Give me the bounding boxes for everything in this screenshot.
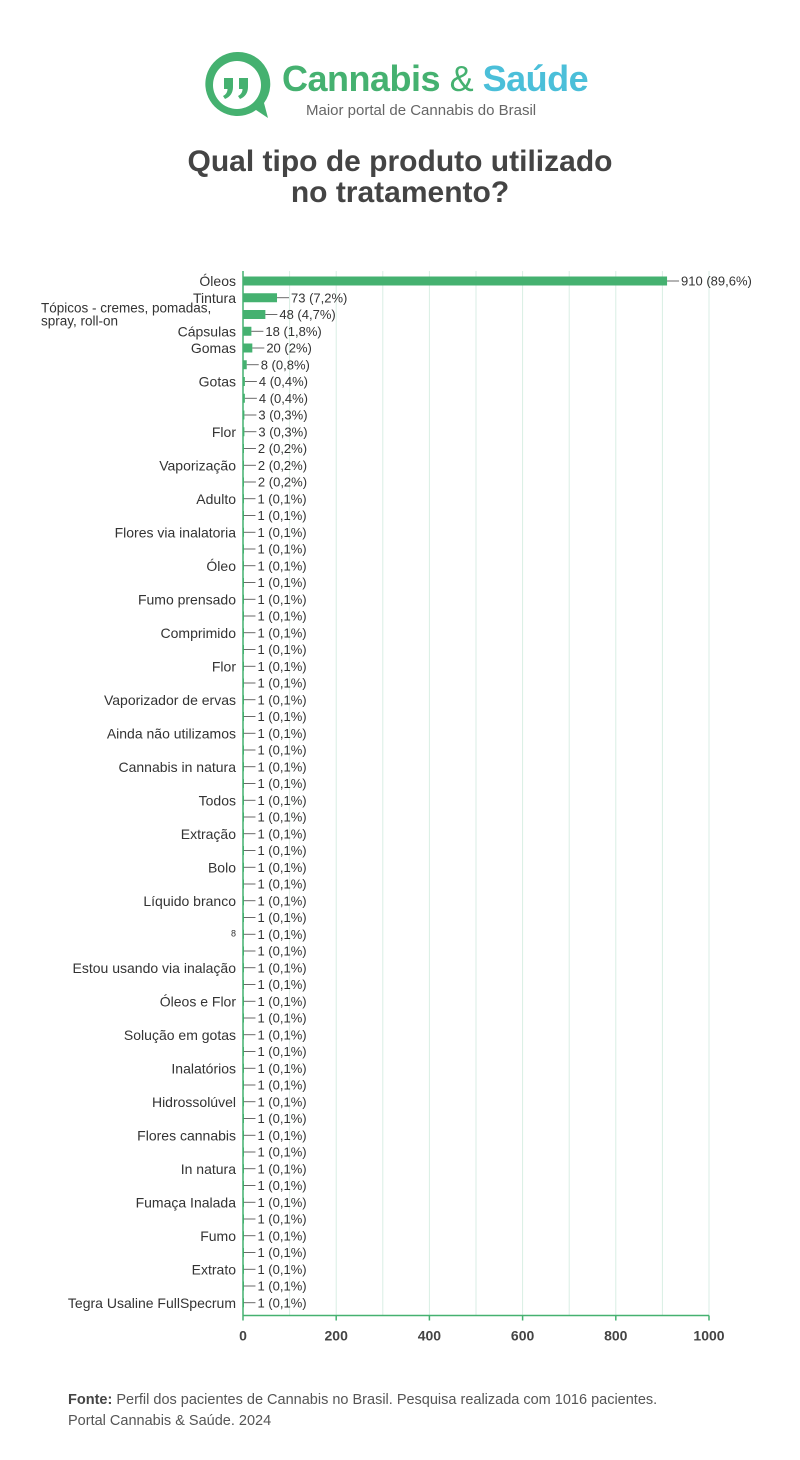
data-label: 1 (0,1%)	[257, 859, 307, 875]
data-label: 48 (4,7%)	[279, 307, 336, 322]
footer-source-text: Perfil dos pacientes de Cannabis no Brasil. Pesquisa realizada com 1016 pacientes.	[116, 1392, 658, 1408]
data-label: 1 (0,1%)	[257, 1178, 307, 1193]
data-label: 1 (0,1%)	[257, 1010, 307, 1026]
data-label: 1 (0,1%)	[257, 1111, 307, 1126]
data-label: 1 (0,1%)	[257, 692, 307, 708]
data-label: 1 (0,1%)	[257, 675, 307, 691]
chart-title-line1: Qual tipo de produto utilizado	[187, 145, 613, 178]
category-label: Gomas	[190, 340, 236, 356]
category-label: Hidrossolúvel	[151, 1093, 236, 1110]
category-label: Cápsulas	[177, 323, 236, 340]
chart-title	[0, 146, 800, 208]
category-label: Óleos e Flor	[159, 993, 236, 1010]
data-label: 1 (0,1%)	[257, 608, 307, 624]
data-label: 1 (0,1%)	[257, 591, 307, 607]
data-label: 2 (0,2%)	[257, 474, 308, 490]
data-label: 1 (0,1%)	[257, 1194, 307, 1210]
data-label: 1 (0,1%)	[257, 491, 307, 507]
data-label: 1 (0,1%)	[257, 1077, 307, 1093]
category-label: Adulto	[196, 490, 236, 507]
data-label: 1 (0,1%)	[257, 1027, 307, 1043]
data-label: 2 (0,2%)	[257, 457, 308, 473]
brand-ampersand: &	[449, 58, 474, 99]
data-label: 18 (1,8%)	[265, 323, 322, 339]
category-label: Óleo	[206, 557, 236, 574]
category-label: Estou usando via inalação	[72, 959, 236, 976]
data-label: 1 (0,1%)	[257, 508, 307, 523]
data-label: 910 (89,6%)	[681, 273, 752, 289]
category-label: Flores cannabis	[137, 1127, 236, 1144]
data-label: 73 (7,2%)	[291, 290, 348, 306]
x-tick-label: 600	[510, 1327, 535, 1344]
data-label: 1 (0,1%)	[257, 759, 307, 775]
data-label: 20 (2%)	[266, 340, 312, 356]
x-tick-label: 0	[239, 1327, 247, 1344]
bar	[243, 344, 252, 353]
bar	[243, 277, 667, 286]
header	[0, 40, 800, 130]
data-label: 1 (0,1%)	[257, 1127, 307, 1143]
category-label: Bolo	[207, 859, 236, 876]
category-label: Extrato	[191, 1261, 236, 1278]
data-label: 1 (0,1%)	[257, 558, 307, 574]
category-label: Flor	[211, 423, 236, 440]
data-label: 4 (0,4%)	[258, 374, 309, 389]
data-label: 3 (0,3%)	[258, 407, 308, 423]
data-label: 4 (0,4%)	[258, 390, 309, 406]
category-label: Tópicos - cremes, pomadas,	[41, 300, 212, 316]
data-label: 2 (0,2%)	[257, 441, 308, 456]
category-label: Inalatórios	[171, 1060, 236, 1077]
data-label: 1 (0,1%)	[257, 1295, 307, 1311]
data-label: 1 (0,1%)	[257, 893, 307, 909]
category-label: Vaporização	[159, 457, 236, 474]
bar-chart	[0, 250, 800, 1350]
category-label: Gotas	[198, 373, 236, 390]
data-label: 1 (0,1%)	[257, 725, 307, 741]
data-label: 1 (0,1%)	[257, 1245, 307, 1260]
data-label: 1 (0,1%)	[257, 776, 307, 791]
data-label: 1 (0,1%)	[257, 876, 307, 892]
category-label: Solução em gotas	[123, 1026, 236, 1043]
data-label: 1 (0,1%)	[257, 742, 307, 758]
data-label: 1 (0,1%)	[257, 1044, 307, 1059]
footer-source-label: Fonte:	[68, 1392, 113, 1408]
category-label: Fumaça Inalada	[135, 1194, 236, 1211]
category-label: Óleos	[199, 273, 236, 289]
footer-line2: Portal Cannabis & Saúde. 2024	[68, 1413, 272, 1429]
category-label: Cannabis in natura	[118, 758, 236, 775]
category-label: Todos	[198, 792, 236, 809]
data-label: 1 (0,1%)	[257, 809, 307, 825]
data-label: 1 (0,1%)	[257, 1211, 307, 1227]
category-label: Fumo	[200, 1227, 236, 1244]
data-label: 1 (0,1%)	[257, 541, 307, 557]
bar	[243, 310, 265, 319]
data-label: 1 (0,1%)	[257, 977, 307, 992]
data-label: 1 (0,1%)	[257, 1094, 307, 1110]
data-label: 1 (0,1%)	[257, 709, 307, 724]
data-label: 1 (0,1%)	[257, 843, 307, 858]
data-label: 1 (0,1%)	[257, 993, 307, 1009]
data-label: 1 (0,1%)	[257, 910, 307, 925]
x-tick-label: 400	[417, 1327, 442, 1344]
data-label: 1 (0,1%)	[257, 926, 307, 942]
data-label: 1 (0,1%)	[257, 1261, 307, 1277]
category-label: Comprimido	[160, 624, 236, 641]
category-label: Tintura	[192, 289, 236, 306]
category-label: Tegra Usaline FullSpecrum	[67, 1294, 236, 1311]
data-label: 1 (0,1%)	[257, 826, 307, 842]
data-label: 1 (0,1%)	[257, 625, 307, 641]
bar	[243, 293, 277, 302]
data-label: 1 (0,1%)	[257, 943, 307, 959]
category-label: Extração	[180, 825, 236, 842]
data-label: 3 (0,3%)	[258, 424, 308, 440]
tagline: Maior portal de Cannabis do Brasil	[306, 102, 537, 119]
data-label: 1 (0,1%)	[257, 960, 307, 976]
category-label: Flor	[211, 658, 236, 675]
brand-part2: Saúde	[482, 58, 589, 99]
category-label: spray, roll-on	[41, 313, 119, 329]
data-label: 1 (0,1%)	[257, 524, 307, 540]
data-label: 1 (0,1%)	[257, 575, 307, 590]
data-label: 1 (0,1%)	[257, 1060, 307, 1076]
data-label: 8 (0,8%)	[260, 357, 310, 373]
category-label: 8	[230, 928, 236, 939]
footer	[68, 1390, 657, 1432]
x-tick-label: 1000	[693, 1327, 725, 1344]
data-label: 1 (0,1%)	[257, 792, 307, 808]
category-label: Líquido branco	[143, 892, 236, 909]
category-label: Flores via inalatoria	[114, 524, 236, 541]
chart-title-line2: no tratamento?	[290, 176, 510, 209]
brand-part1: Cannabis	[282, 58, 441, 99]
category-label: In natura	[180, 1160, 236, 1177]
category-label: Fumo prensado	[137, 591, 236, 608]
speech-bubble-quote-icon	[200, 48, 274, 122]
footer-source	[68, 1390, 657, 1411]
data-label: 1 (0,1%)	[257, 1278, 307, 1294]
category-label: Ainda não utilizamos	[106, 725, 236, 742]
data-label: 1 (0,1%)	[257, 1161, 307, 1177]
data-label: 1 (0,1%)	[257, 1228, 307, 1244]
category-label: Vaporizador de ervas	[103, 691, 236, 708]
x-tick-label: 200	[324, 1327, 348, 1344]
data-label: 1 (0,1%)	[257, 1144, 307, 1160]
data-label: 1 (0,1%)	[257, 658, 307, 674]
x-tick-label: 800	[604, 1327, 628, 1344]
data-label: 1 (0,1%)	[257, 642, 307, 657]
bar	[243, 327, 251, 336]
brand-name	[282, 58, 588, 100]
